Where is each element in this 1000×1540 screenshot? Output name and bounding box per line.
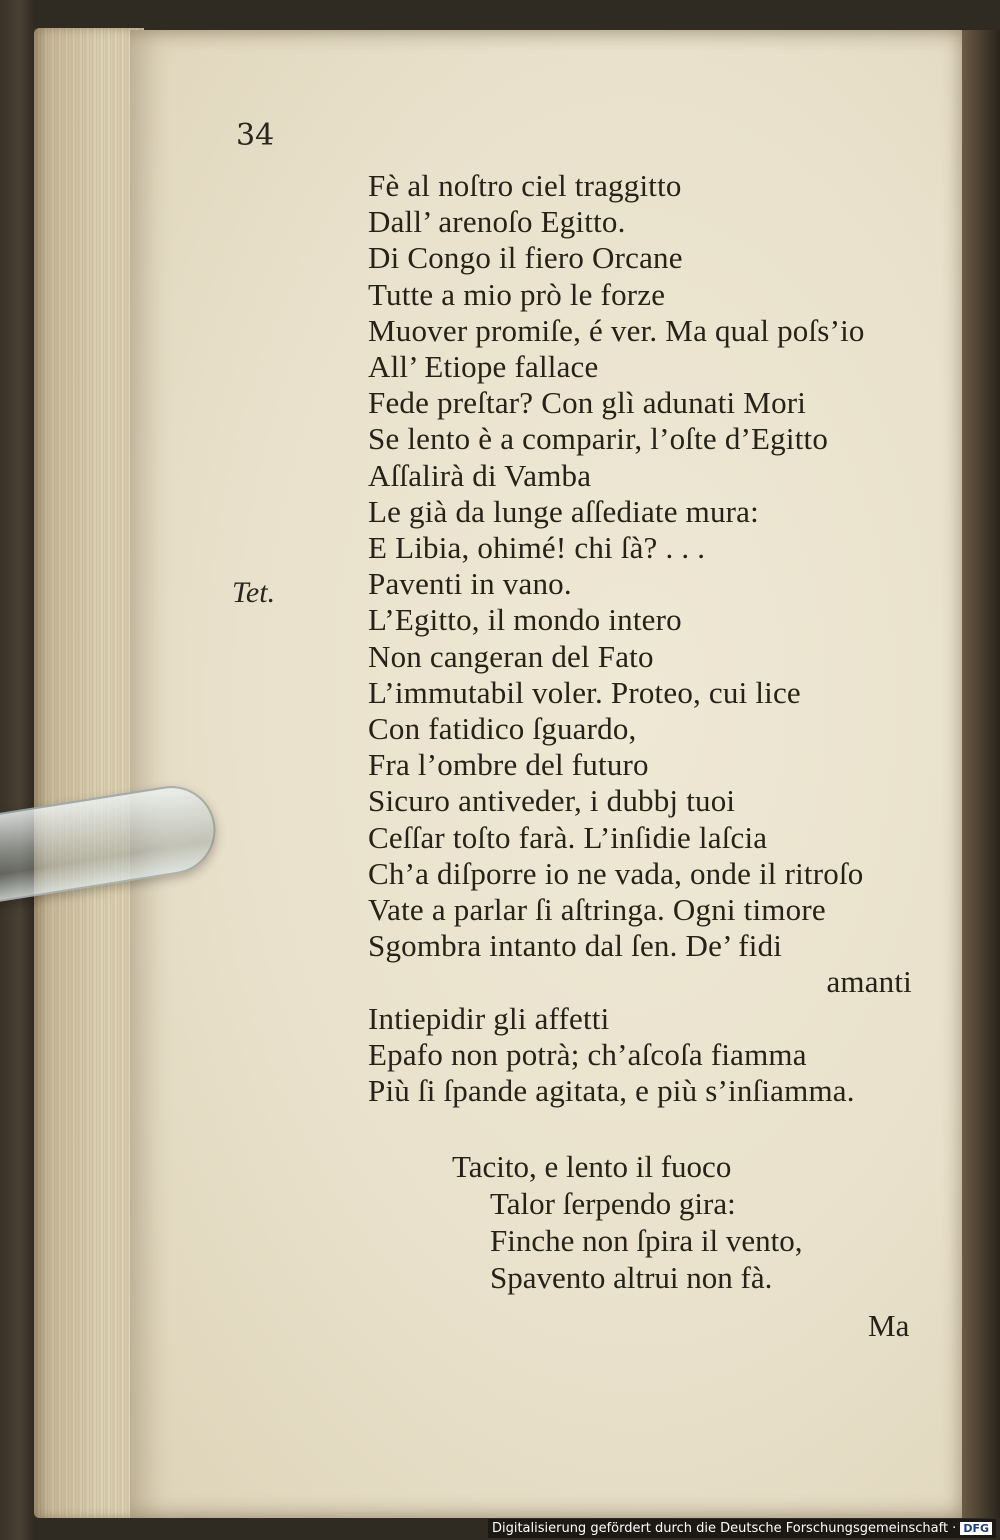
page-gutter [962, 30, 1000, 1518]
text-line: Tutte a mio prò le forze [368, 276, 666, 312]
text-line: Ch’a diſporre io ne vada, onde il ritroſo [368, 855, 864, 891]
text-line: Fè al noſtro ciel traggitto [368, 168, 682, 203]
page-edges [34, 28, 144, 1518]
text-line: Le già da lunge aſſediate mura: [368, 493, 759, 529]
text-line: Paventi in vano. [368, 566, 572, 602]
text-line: Se lento è a comparir, l’oſte d’Egitto [368, 421, 829, 457]
text-line: Sgombra intanto dal ſen. De’ fidi [368, 928, 783, 964]
aria-line: Finche non ſpira il vento, [490, 1223, 803, 1258]
aria-line: Talor ſerpendo gira: [490, 1186, 736, 1221]
footer-text: Digitalisierung gefördert durch die Deutsche Forschungsgemeinschaft · [491, 1521, 957, 1536]
text-line-runover: amanti [826, 964, 912, 1000]
aria-line: Tacito, e lento il fuoco [452, 1149, 732, 1184]
text-line: L’immutabil voler. Proteo, cui lice [368, 674, 801, 710]
text-line: Vate a parlar ſi aſtringa. Ogni timore [368, 892, 826, 928]
digitization-footer [488, 1519, 996, 1538]
dfg-logo: DFG [960, 1522, 992, 1535]
text-line: Più ſi ſpande agitata, e più s’inſiamma. [368, 1073, 855, 1109]
aria-line: Spavento altrui non fà. [490, 1260, 773, 1295]
text-line: Non cangeran del Fato [368, 638, 654, 674]
text-line: Con fatidico ſguardo, [368, 711, 637, 747]
text-line: Epafo non potrà; ch’aſcoſa fiamma [368, 1036, 807, 1072]
catchword: Ma [868, 1308, 910, 1343]
text-line: Aſſalirà di Vamba [368, 457, 592, 493]
text-line: E Libia, ohimé! chi ſà? . . . [368, 530, 706, 566]
text-line: Fede preſtar? Con glì adunati Mori [368, 385, 807, 421]
text-line: Fra l’ombre del futuro [368, 747, 649, 783]
text-line: Di Congo il fiero Orcane [368, 240, 683, 276]
aria-verse [452, 1148, 932, 1296]
text-line: L’Egitto, il mondo intero [368, 602, 682, 638]
recitative-text [368, 168, 928, 1109]
text-line: All’ Etiope fallace [368, 349, 599, 385]
text-line: Muover promiſe, é ver. Ma qual poſs’io [368, 312, 865, 348]
text-line: Sicuro antiveder, i dubbj tuoi [368, 783, 736, 819]
text-line: Intiepidir gli affetti [368, 1000, 610, 1036]
text-line: Ceſſar toſto farà. L’inſidie laſcia [368, 819, 768, 855]
speaker-label: Tet. [232, 576, 276, 609]
text-line: Dall’ arenoſo Egitto. [368, 204, 626, 240]
page-number: 34 [236, 118, 275, 153]
